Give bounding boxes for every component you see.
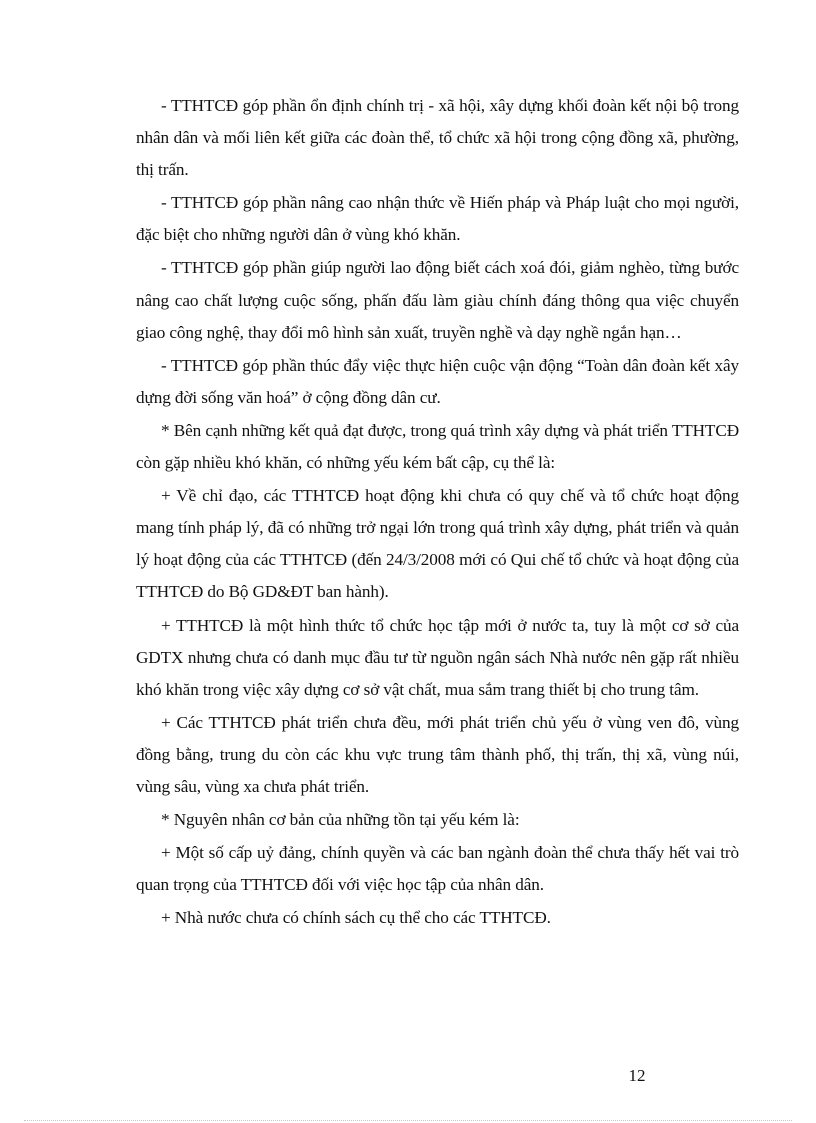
paragraph: - TTHTCĐ góp phần nâng cao nhận thức về Hiến pháp và Pháp luật cho mọi người, đặc biệt cho những người dân ở vùng khó khăn. bbox=[136, 193, 739, 245]
paragraph: - TTHTCĐ góp phần ổn định chính trị - xã hội, xây dựng khối đoàn kết nội bộ trong nhân dân và mối liên kết giữa các đoàn thể, tổ chức xã hội trong cộng đồng xã, phường, thị trấn. bbox=[136, 96, 739, 180]
paragraph: - TTHTCĐ góp phần thúc đẩy việc thực hiện cuộc vận động “Toàn dân đoàn kết xây dựng đời sống văn hoá” ở cộng đồng dân cư. bbox=[136, 355, 739, 407]
body-text bbox=[136, 90, 739, 935]
paragraph: + Về chỉ đạo, các TTHTCĐ hoạt động khi chưa có quy chế và tổ chức hoạt động mang tính pháp lý, đã có những trở ngại lớn trong quá trình xây dựng, phát triển và quản lý hoạt động của các TTHTCĐ (đến 24/3/2008 mới có Qui chế tổ chức và hoạt động của TTHTCĐ do Bộ GD&ĐT ban hành). bbox=[136, 486, 739, 602]
paragraph: - TTHTCĐ góp phần giúp người lao động biết cách xoá đói, giảm nghèo, từng bước nâng cao chất lượng cuộc sống, phấn đấu làm giàu chính đáng thông qua việc chuyển giao công nghệ, thay đổi mô hình sản xuất, truyền nghề và dạy nghề ngắn hạn… bbox=[136, 258, 739, 342]
paragraph: * Nguyên nhân cơ bản của những tồn tại yếu kém là: bbox=[161, 810, 520, 830]
paragraph: * Bên cạnh những kết quả đạt được, trong quá trình xây dựng và phát triển TTHTCĐ còn gặp nhiều khó khăn, có những yếu kém bất cập, cụ thể là: bbox=[136, 420, 739, 473]
paragraph: + Các TTHTCĐ phát triển chưa đều, mới phát triển chủ yếu ở vùng ven đô, vùng đồng bằng, trung du còn các khu vực trung tâm thành phố, thị trấn, thị xã, vùng núi, vùng sâu, vùng xa chưa phát triển. bbox=[136, 712, 739, 796]
paragraph: + TTHTCĐ là một hình thức tổ chức học tập mới ở nước ta, tuy là một cơ sở của GDTX nhưng chưa có danh mục đầu tư từ nguồn ngân sách Nhà nước nên gặp rất nhiều khó khăn trong việc xây dựng cơ sở vật chất, mua sắm trang thiết bị cho trung tâm. bbox=[136, 615, 739, 699]
paragraph: + Một số cấp uỷ đảng, chính quyền và các ban ngành đoàn thể chưa thấy hết vai trò quan trọng của TTHTCĐ đối với việc học tập của nhân dân. bbox=[136, 843, 739, 895]
paragraph: + Nhà nước chưa có chính sách cụ thể cho các TTHTCĐ. bbox=[161, 908, 551, 928]
page-bottom-divider bbox=[24, 1120, 792, 1121]
page-number: 12 bbox=[628, 1066, 646, 1085]
